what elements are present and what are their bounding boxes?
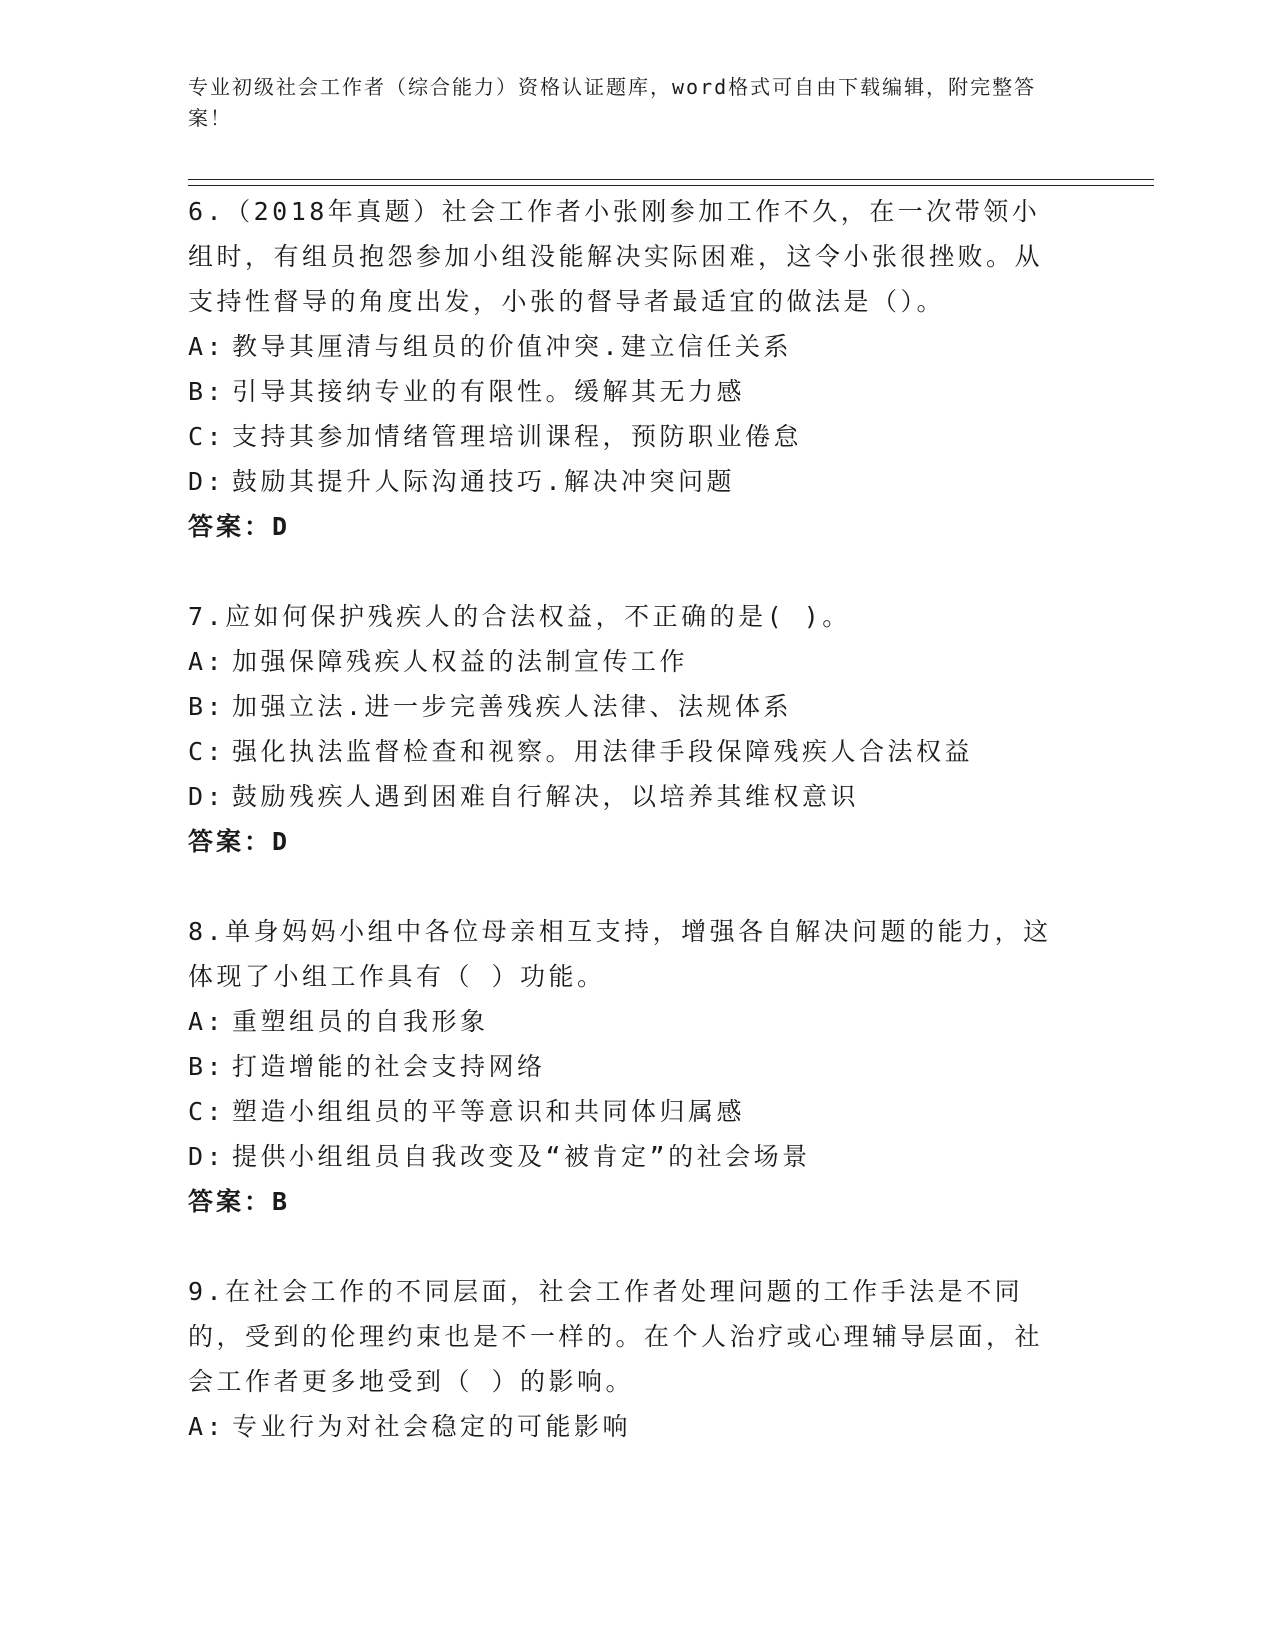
option-b	[188, 1044, 1068, 1089]
option-letter: A:	[188, 1412, 226, 1441]
option-text: 提供小组组员自我改变及“被肯定”的社会场景	[232, 1142, 811, 1171]
option-letter: C:	[188, 422, 226, 451]
option-c	[188, 1089, 1068, 1134]
question-list	[188, 189, 1068, 1494]
option-letter: D:	[188, 782, 226, 811]
option-a	[188, 1404, 1068, 1449]
option-letter: C:	[188, 1097, 226, 1126]
question-stem: 8.单身妈妈小组中各位母亲相互支持，增强各自解决问题的能力，这体现了小组工作具有（ ）功能。	[188, 917, 1052, 991]
option-text: 鼓励残疾人遇到困难自行解决，以培养其维权意识	[232, 782, 860, 811]
option-d	[188, 774, 1068, 819]
option-b	[188, 684, 1068, 729]
question-7	[188, 594, 1068, 864]
question-stem: 6.（2018年真题）社会工作者小张刚参加工作不久，在一次带领小组时，有组员抱怨参加小组没能解决实际困难，这令小张很挫败。从支持性督导的角度出发，小张的督导者最适宜的做法是（）。	[188, 197, 1044, 316]
option-text: 引导其接纳专业的有限性。缓解其无力感	[232, 377, 746, 406]
option-text: 支持其参加情绪管理培训课程，预防职业倦怠	[232, 422, 803, 451]
header-rule-bottom	[188, 185, 1154, 186]
option-c	[188, 729, 1068, 774]
option-a	[188, 324, 1068, 369]
option-d	[188, 1134, 1068, 1179]
option-letter: B:	[188, 377, 226, 406]
option-letter: A:	[188, 1007, 226, 1036]
question-stem: 9.在社会工作的不同层面，社会工作者处理问题的工作手法是不同的，受到的伦理约束也是不一样的。在个人治疗或心理辅导层面，社会工作者更多地受到（ ）的影响。	[188, 1277, 1044, 1396]
option-a	[188, 999, 1068, 1044]
option-letter: C:	[188, 737, 226, 766]
question-6	[188, 189, 1068, 549]
option-letter: B:	[188, 1052, 226, 1081]
question-9	[188, 1269, 1068, 1449]
option-c	[188, 414, 1068, 459]
option-a	[188, 639, 1068, 684]
option-text: 专业行为对社会稳定的可能影响	[232, 1412, 632, 1441]
option-letter: A:	[188, 332, 226, 361]
option-letter: B:	[188, 692, 226, 721]
question-8	[188, 909, 1068, 1224]
question-stem: 7.应如何保护残疾人的合法权益，不正确的是( )。	[188, 602, 851, 631]
option-b	[188, 369, 1068, 414]
option-text: 塑造小组组员的平等意识和共同体归属感	[232, 1097, 746, 1126]
answer-line: 答案：D	[188, 512, 291, 541]
option-text: 加强立法.进一步完善残疾人法律、法规体系	[232, 692, 793, 721]
answer-line: 答案：D	[188, 827, 291, 856]
option-text: 强化执法监督检查和视察。用法律手段保障残疾人合法权益	[232, 737, 974, 766]
option-text: 加强保障残疾人权益的法制宣传工作	[232, 647, 689, 676]
option-text: 教导其厘清与组员的价值冲突.建立信任关系	[232, 332, 793, 361]
option-letter: D:	[188, 467, 226, 496]
option-d	[188, 459, 1068, 504]
header-rule-top	[188, 179, 1154, 180]
document-header: 专业初级社会工作者（综合能力）资格认证题库，word格式可自由下载编辑，附完整答案！	[188, 75, 1037, 130]
option-text: 鼓励其提升人际沟通技巧.解决冲突问题	[232, 467, 736, 496]
option-text: 打造增能的社会支持网络	[232, 1052, 546, 1081]
answer-line: 答案：B	[188, 1187, 291, 1216]
option-letter: D:	[188, 1142, 226, 1171]
option-letter: A:	[188, 647, 226, 676]
option-text: 重塑组员的自我形象	[232, 1007, 489, 1036]
